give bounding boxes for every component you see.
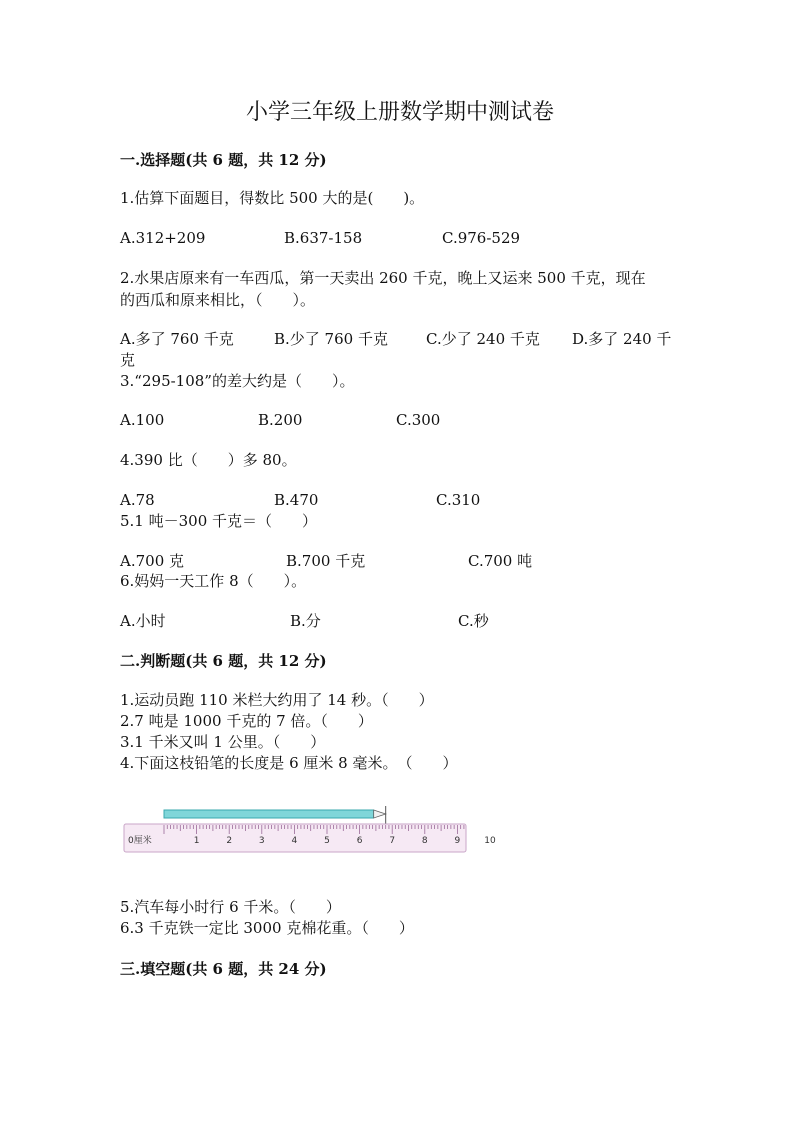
ruler-tick-label: 2 [226, 836, 233, 846]
judgment-item-6: 6.3 千克铁一定比 3000 克棉花重。（ ） [120, 919, 414, 937]
judgment-item-5: 5.汽车每小时行 6 千米。（ ） [120, 898, 341, 916]
q1-option-a: A.312+209 [120, 229, 206, 247]
pencil-ruler-figure [120, 804, 496, 856]
q5-option-a: A.700 克 [120, 552, 184, 570]
q2-option-c: C.少了 240 千克 [426, 330, 540, 348]
pencil-tip [374, 810, 386, 818]
q6-option-b: B.分 [290, 612, 321, 630]
q3-option-b: B.200 [258, 411, 303, 429]
q2-option-b: B.少了 760 千克 [274, 330, 388, 348]
ruler-tick-label: 9 [454, 836, 461, 846]
ruler-tick-label: 6 [356, 836, 363, 846]
q6-option-a: A.小时 [120, 612, 166, 630]
section-heading-judgment: 二.判断题(共 6 题，共 12 分) [120, 652, 327, 670]
question-6: 6.妈妈一天工作 8（ ）。 [120, 572, 307, 590]
q2-option-d-wrap: 克 [120, 351, 136, 369]
question-5: 5.1 吨－300 千克＝（ ） [120, 512, 318, 530]
q5-option-b: B.700 千克 [286, 552, 366, 570]
q4-option-c: C.310 [436, 491, 481, 509]
section-heading-fill-blank: 三.填空题(共 6 题，共 24 分) [120, 960, 327, 978]
q5-option-c: C.700 吨 [468, 552, 533, 570]
judgment-item-2: 2.7 吨是 1000 千克的 7 倍。（ ） [120, 712, 373, 730]
judgment-item-1: 1.运动员跑 110 米栏大约用了 14 秒。（ ） [120, 691, 434, 709]
ruler-tick-label: 1 [193, 836, 200, 846]
q4-option-a: A.78 [120, 491, 155, 509]
question-2-line-1: 2.水果店原来有一车西瓜，第一天卖出 260 千克，晚上又运来 500 千克，现在 [120, 269, 646, 287]
q2-option-a: A.多了 760 千克 [120, 330, 234, 348]
q6-option-c: C.秒 [458, 612, 489, 630]
q1-option-c: C.976-529 [442, 229, 521, 247]
q1-option-b: B.637-158 [284, 229, 363, 247]
ruler-tick-label: 8 [421, 836, 428, 846]
question-1: 1.估算下面题目，得数比 500 大的是( )。 [120, 189, 425, 207]
ruler-tick-label: 3 [258, 836, 265, 846]
ruler-tick-label: 7 [389, 836, 396, 846]
q2-option-d: D.多了 240 千 [572, 330, 672, 348]
judgment-item-4: 4.下面这枝铅笔的长度是 6 厘米 8 毫米。 （ ） [120, 754, 458, 772]
pencil-ruler-svg [120, 804, 496, 856]
page-title: 小学三年级上册数学期中测试卷 [245, 100, 554, 125]
ruler-zero-label: 0厘米 [128, 836, 152, 846]
pencil-body [164, 810, 374, 818]
q3-option-c: C.300 [396, 411, 441, 429]
ruler-tick-label: 10 [484, 836, 496, 846]
question-2-line-2: 的西瓜和原来相比，（ ）。 [120, 291, 316, 309]
section-heading-choice: 一.选择题(共 6 题，共 12 分) [120, 151, 327, 169]
ruler-tick-label: 4 [291, 836, 298, 846]
q3-option-a: A.100 [120, 411, 165, 429]
ruler-tick-label: 5 [324, 836, 330, 846]
question-4: 4.390 比（ ）多 80。 [120, 451, 297, 469]
judgment-item-3: 3.1 千米又叫 1 公里。（ ） [120, 733, 326, 751]
q4-option-b: B.470 [274, 491, 319, 509]
question-3: 3.“295-108”的差大约是（ ）。 [120, 372, 355, 390]
pencil-illustration [164, 806, 386, 824]
